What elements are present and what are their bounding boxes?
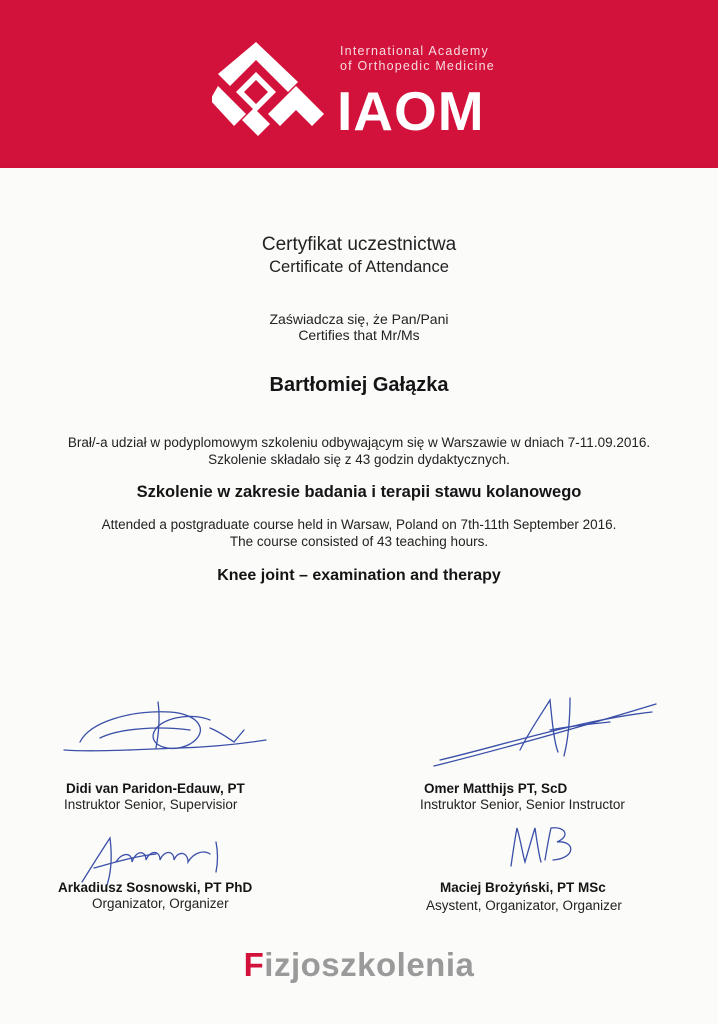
signatory-role-1: Instruktor Senior, Supervisior bbox=[64, 797, 238, 812]
signatory-name-2: Omer Matthijs PT, ScD bbox=[424, 781, 568, 796]
header-banner-edge bbox=[0, 160, 718, 168]
certifies-text-pl: Zaświadcza się, że Pan/Pani bbox=[269, 311, 449, 327]
academy-line-2: of Orthopedic Medicine bbox=[340, 59, 495, 73]
brand-title: IAOM bbox=[337, 80, 485, 142]
iaom-logo-icon bbox=[212, 40, 330, 140]
signatory-role-4: Asystent, Organizator, Organizer bbox=[426, 898, 622, 913]
signatory-name-1: Didi van Paridon-Edauw, PT bbox=[66, 781, 245, 796]
signatory-role-3: Organizator, Organizer bbox=[92, 896, 229, 911]
certificate-title-en: Certificate of Attendance bbox=[269, 258, 449, 276]
certifies-text-en: Certifies that Mr/Ms bbox=[298, 327, 420, 343]
signature-matthijs bbox=[430, 690, 660, 780]
footer-brand-rest: izjoszkolenia bbox=[264, 946, 475, 983]
footer-brand-initial: F bbox=[243, 946, 265, 983]
body-text-pl-line-2: Szkolenie składało się z 43 godzin dydaktycznych. bbox=[208, 452, 510, 467]
signatory-name-3: Arkadiusz Sosnowski, PT PhD bbox=[58, 880, 253, 895]
signatory-role-2: Instruktor Senior, Senior Instructor bbox=[420, 797, 625, 812]
academy-name bbox=[340, 44, 495, 74]
course-title-pl: Szkolenie w zakresie badania i terapii stawu kolanowego bbox=[136, 483, 582, 501]
body-text-pl-line-1: Brał/-a udział w podyplomowym szkoleniu odbywającym się w Warszawie w dniach 7-11.09.2016. bbox=[67, 435, 651, 450]
signature-van-paridon bbox=[60, 692, 270, 772]
participant-name: Bartłomiej Gałązka bbox=[269, 374, 449, 396]
footer-brand-text bbox=[244, 946, 475, 983]
body-text-en-line-2: The course consisted of 43 teaching hours. bbox=[229, 534, 489, 549]
signatory-name-4: Maciej Brożyński, PT MSc bbox=[440, 880, 606, 895]
signature-brozynski bbox=[505, 822, 585, 872]
certificate-title-pl: Certyfikat uczestnictwa bbox=[261, 234, 457, 255]
course-title-en: Knee joint – examination and therapy bbox=[217, 567, 501, 584]
footer-brand-logo bbox=[0, 946, 718, 984]
body-text-en-line-1: Attended a postgraduate course held in Warsaw, Poland on 7th-11th September 2016. bbox=[101, 517, 617, 532]
academy-line-1: International Academy bbox=[340, 44, 489, 58]
